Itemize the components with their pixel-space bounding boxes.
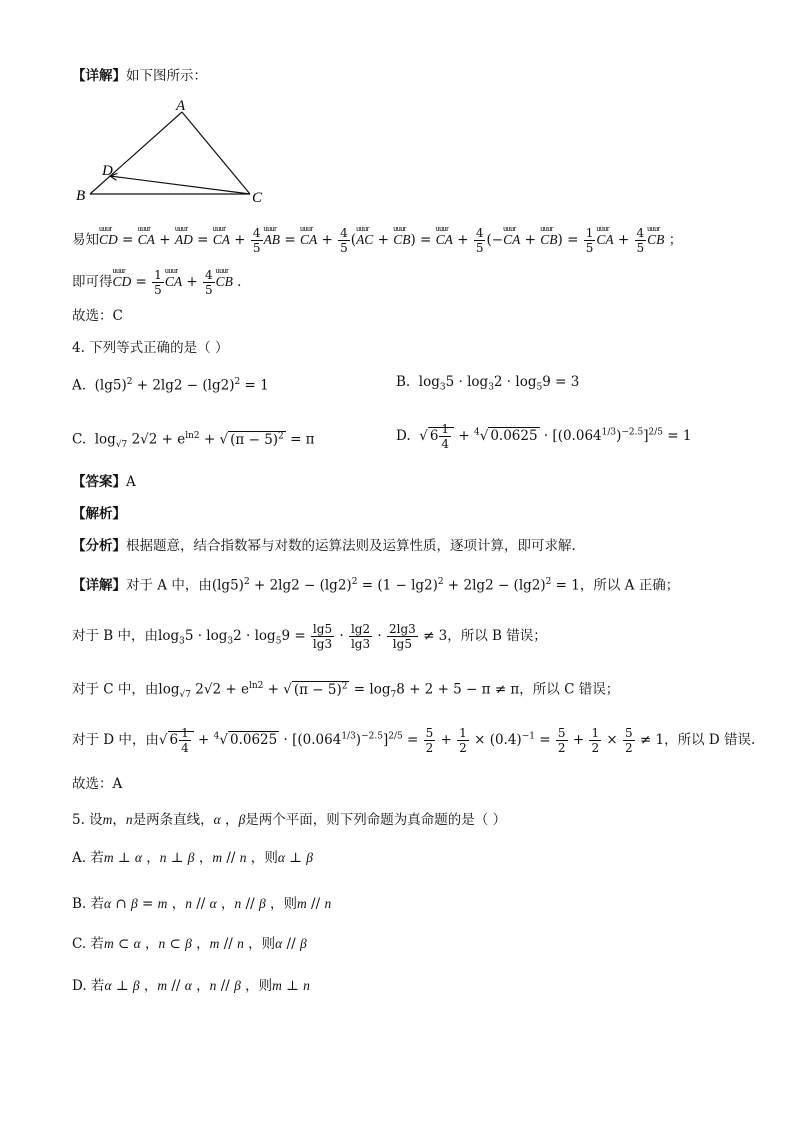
q4-choose: 故选：A [72, 776, 123, 792]
q4-detail-d: 对于 D 中，由√ 6 $\frac{1}{4}$ + $^4$√ $0.0625 \cdot [(0.064^{1/3})^{-2.5}]^{2/5}$ = $\frac{5}{2}$ + $\frac{1}{2}$ × $(0.4)^{-1}$ = $\frac{5}{2}$ + $\frac{1}{2}$ × $\frac{5}{2}$ ≠ 1，所以 D 错误. [72, 726, 756, 755]
easy-know-text: 易知 [72, 232, 99, 248]
vector-derivation-line [72, 226, 682, 255]
result-formula: uuur CD = $\frac{1}{5}$ uuur CA + $\frac{4}{5}$ uuur CB . [113, 274, 242, 290]
label-C: C [252, 190, 263, 206]
q4-option-b: B. $\log_35 \cdot \log_32 \cdot \log_59 = 3$ [396, 374, 580, 393]
label-B: B [76, 188, 86, 204]
detail-line [72, 66, 207, 86]
q4-answer-line [72, 472, 136, 492]
detail-text: 如下图所示： [126, 68, 207, 84]
q4-detail-b: 对于 B 中，由$\log_35 \cdot \log_32 \cdot \log_59$ = $\frac{\lg 5}{\lg 3}$ · $\frac{\lg 2}{\lg 3}$ · $\frac{2\lg 3}{\lg 5}$ ≠ 3，所以 B 错误； [72, 622, 547, 651]
then-get-text: 即可得 [72, 274, 113, 290]
detail-tag: 【详解】 [72, 577, 126, 594]
q5-option-c: C. 若m ⊂ α ，n ⊂ β ，m // n ，则α // β [72, 936, 307, 952]
q5-option-b: B. 若α ∩ β = m ，n // α ，n // β ，则m // n [72, 896, 332, 912]
q4-stem: 4. 下列等式正确的是（ ） [72, 340, 229, 356]
q5-option-d: D. 若α ⊥ β ，m // α ，n // β ，则m ⊥ n [72, 978, 310, 994]
fenxi-line [72, 536, 576, 556]
result-line [72, 268, 241, 297]
q4-detail-c: 对于 C 中，由$\log_{√7} 2√2 + e^{ln2}$ + √ $(\pi - 5)^2 = \log_78 + 2 + 5 - \pi \ne \pi$，所以 C 错误； [72, 681, 620, 701]
vector-formula: uuur CD = uuur CA + uuur AD = uuur CA + $\frac{4}{5}$ uuur AB = uuur CA + $\frac{4}{5}$ (uuur AC + uuur CB) = uuur CA + $\frac{4}{5}$ (−uuur CA + uuur CB) = $\frac{1}{5}$ uuur CA + $\frac{4}{5}$ uuur CB ； [99, 232, 682, 248]
q4-option-c: C. $\log_{√7} 2√2 + e^{ln2}$ + √ $(\pi - 5)^2 = \pi$ [72, 431, 315, 451]
answer-value: A [126, 474, 136, 490]
vector-CD [110, 176, 250, 194]
sec3-choose: 故选：C [72, 308, 123, 324]
label-A: A [176, 98, 186, 114]
q4-option-a: A. $(\lg 5)^2 + 2\lg 2 - (\lg 2)^2 = 1$ [72, 377, 269, 394]
fenxi-tag: 【分析】 [72, 538, 126, 554]
q4-option-d: D. √ 6 $\frac{1}{4}$ + $^4$√ $0.0625 \cdot [(0.064^{1/3})^{-2.5}]^{2/5} = 1$ [396, 422, 692, 451]
fenxi-text: 根据题意，结合指数幂与对数的运算法则及运算性质，逐项计算，即可求解. [126, 538, 576, 554]
answer-tag: 【答案】 [72, 474, 126, 490]
q4-detail-a: 【详解】对于 A 中，由$(\lg 5)^2 + 2\lg 2 - (\lg 2)^2 = (1 - \lg 2)^2 + 2\lg 2 - (\lg 2)^2 = 1$，所以 A 正确； [72, 577, 680, 594]
label-D: D [102, 163, 113, 179]
analysis-tag: 【解析】 [72, 506, 126, 522]
q5-stem: 5. 设m，n是两条直线，α ，β是两个平面，则下列命题为真命题的是（ ） [72, 812, 507, 828]
segment-AC [182, 112, 250, 194]
q5-option-a: A. 若m ⊥ α ，n ⊥ β ，m // n ，则α ⊥ β [72, 850, 313, 866]
segment-AB [90, 112, 182, 194]
detail-tag: 【详解】 [72, 68, 126, 84]
triangle-figure [70, 98, 280, 206]
